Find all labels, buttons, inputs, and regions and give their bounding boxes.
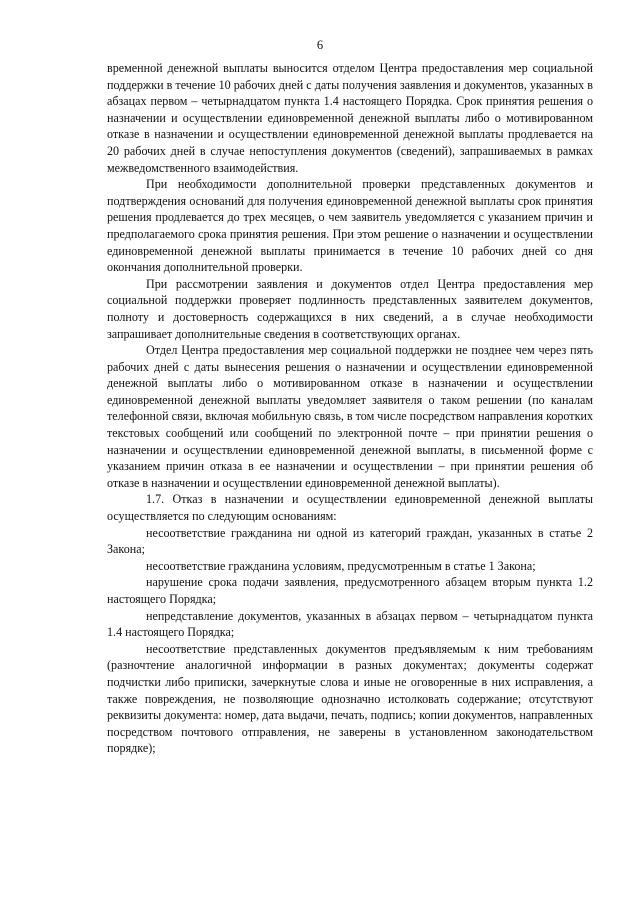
list-item-category-mismatch: несоответствие гражданина ни одной из категорий граждан, указанных в статье 2 Закона; [107,525,593,557]
list-item-conditions-mismatch: несоответствие гражданина условиям, предусмотренным в статье 1 Закона; [146,558,536,573]
paragraph-additional-check: При необходимости дополнительной проверки представленных документов и подтверждения оснований для получения единовременной денежной выплаты срок принятия решения продлевается до трех месяцев, о чем заявитель уведомляется с указанием причин и предполагаемого срока принятия решения. При этом решение о назначении и осуществлении единовременной денежной выплаты принимается в течение 10 рабочих дней со дня окончания дополнительной проверки. [107,177,593,275]
page-number: 6 [316,38,324,52]
paragraph-refusal-grounds-intro: 1.7. Отказ в назначении и осуществлении единовременной денежной выплаты осуществляется по следующим основаниям: [107,492,593,524]
list-item-deadline-violation: нарушение срока подачи заявления, предусмотренного абзацем вторым пункта 1.2 настоящего Порядка; [107,575,593,606]
paragraph-applicant-notification: Отдел Центра предоставления мер социальной поддержки не позднее чем через пять рабочих дней с даты вынесения решения о назначении и осуществлении единовременной денежной выплаты либо о мотивированном отказе в назначении и осуществлении единовременной денежной выплаты уведомляет заявителя о таком решении (по каналам телефонной связи, включая мобильную связь, в том числе посредством направления коротких текстовых сообщений или сообщений по электронной почте – при принятии решения о назначении и осуществлении единовременной денежной выплаты, в письменной форме с указанием причин отказа в ее назначении и осуществлении – при принятии решения об отказе в назначении и осуществлении единовременной денежной выплаты). [107,343,593,490]
list-item-invalid-documents: несоответствие представленных документов предъявляемым к ним требованиям (разночтение аналогичной информации в разных документах; документы содержат подчистки либо приписки, зачеркнутые слова и иные не оговоренные в них исправления, а также повреждения, не позволяющие однозначно истолковать содержание; отсутствуют реквизиты документа: номер, дата выдачи, печать, подпись; копии документов, направленных посредством почтового отправления, не заверены в установленном законодательством порядке); [107,641,593,756]
paragraph-decision-timeline: временной денежной выплаты выносится отделом Центра предоставления мер социальной поддержки в течение 10 рабочих дней с даты получения заявления и документов, указанных в абзацах первом – четырнадцатом пункта 1.4 настоящего Порядка. Срок принятия решения о назначении и осуществлении единовременной денежной выплаты либо о мотивированном отказе в назначении и осуществлении единовременной денежной выплаты продлевается на 20 рабочих дней в случае непоступления документов (сведений), запрашиваемых в рамках межведомственного взаимодействия. [107,61,593,175]
paragraph-document-review: При рассмотрении заявления и документов отдел Центра предоставления мер социальной поддержки проверяет подлинность представленных заявителем документов, полноту и достоверность содержащихся в них сведений, а в случае необходимости запрашивает дополнительные сведения в соответствующих органах. [107,276,593,341]
list-item-missing-documents: непредставление документов, указанных в абзацах первом – четырнадцатом пункта 1.4 настоящего Порядка; [107,608,593,640]
document-body [107,60,593,757]
